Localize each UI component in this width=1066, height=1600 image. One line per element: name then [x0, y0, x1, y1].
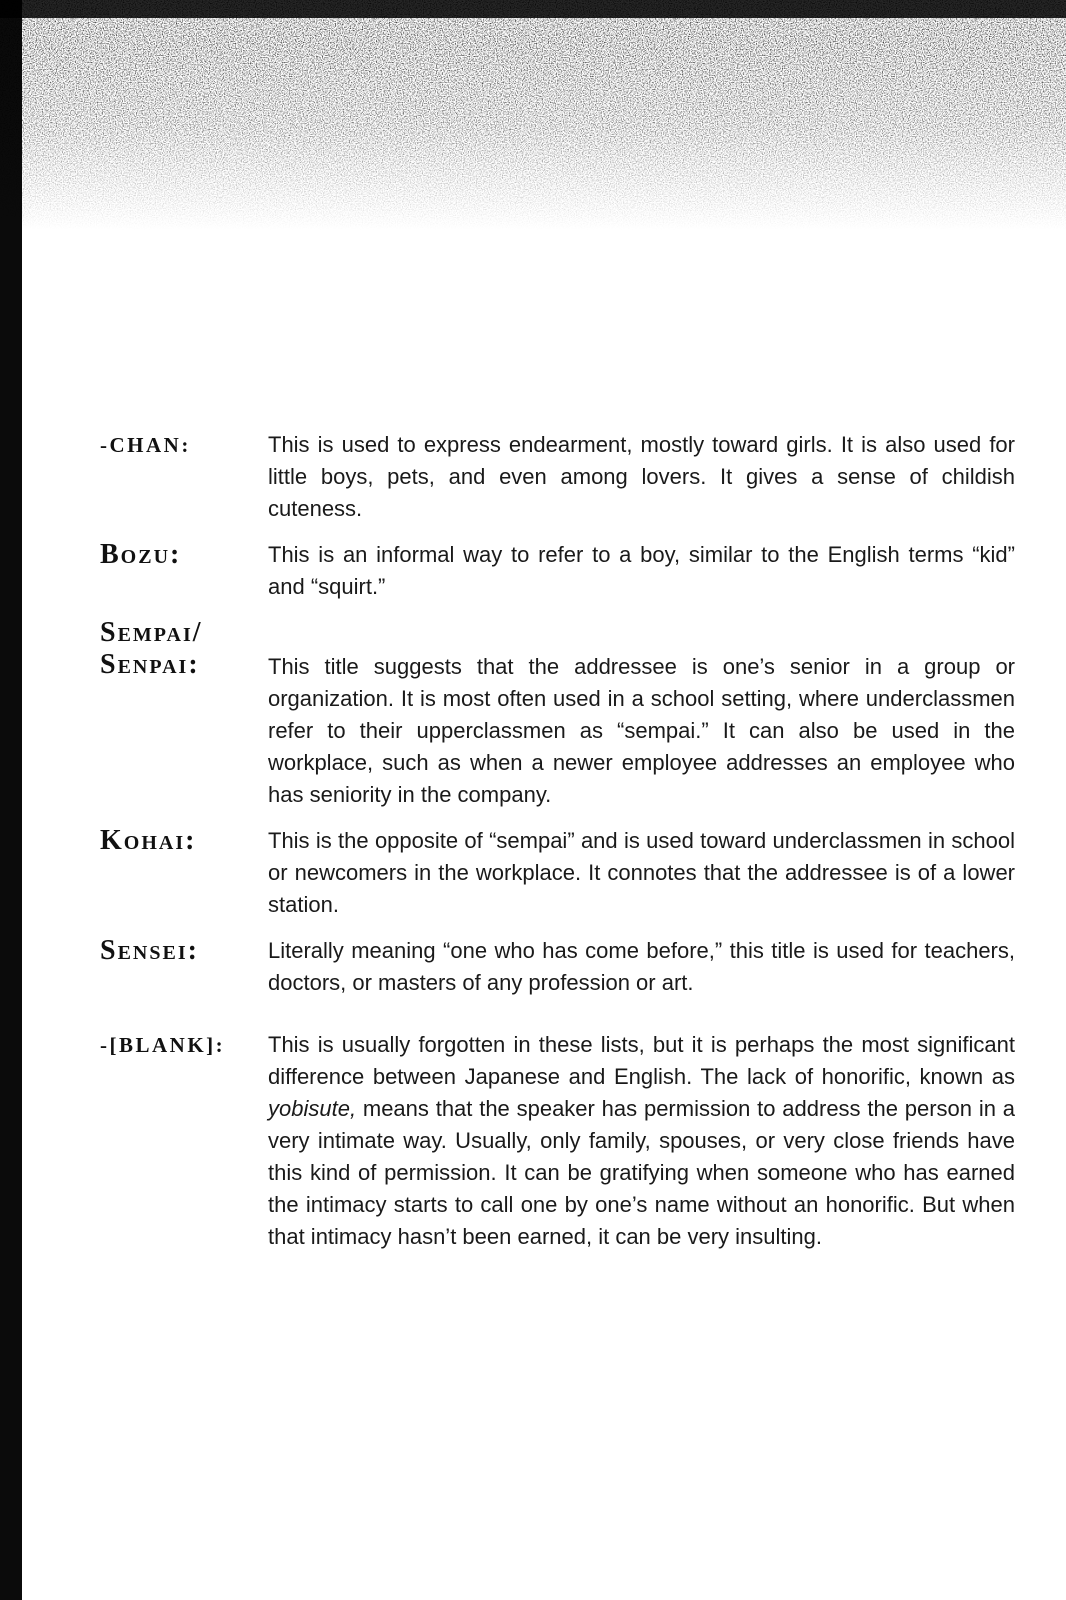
page-edge-bar — [0, 0, 22, 1600]
definition-sensei: Literally meaning “one who has come before,” this title is used for teachers, doctors, or masters of any profession or art. — [268, 938, 1015, 995]
term-bozu: Bozu: — [100, 539, 182, 570]
glossary-entry-sempai — [100, 617, 1015, 811]
term-sensei: Sensei: — [100, 935, 199, 966]
glossary-entry-kohai — [100, 825, 1015, 921]
glossary-entry-bozu — [100, 539, 1015, 603]
term-kohai: Kohai: — [100, 825, 197, 856]
glossary-entry-sensei — [100, 935, 1015, 999]
term-senpai: Senpai: — [100, 649, 200, 680]
term-chan: -CHAN: — [100, 433, 191, 457]
definition-bozu: This is an informal way to refer to a boy, similar to the English terms “kid” and “squirt.” — [268, 542, 1015, 599]
definition-blank — [268, 1029, 1015, 1253]
term-sempai-stack — [100, 617, 268, 681]
halftone-gradient-header — [0, 0, 1066, 230]
glossary-entry-chan — [100, 429, 1015, 525]
definition-blank-part1: This is usually forgotten in these lists, but it is perhaps the most significant difference between Japanese and English. The lack of honorific, known as — [268, 1032, 1015, 1089]
definition-blank-italic: yobisute, — [268, 1096, 357, 1121]
term-blank: -[BLANK]: — [100, 1033, 226, 1057]
glossary-entry-blank — [100, 1029, 1015, 1253]
term-sempai: Sempai/ — [100, 617, 203, 648]
honorifics-glossary — [100, 429, 1015, 1253]
definition-blank-part2: means that the speaker has permission to address the person in a very intimate way. Usually, only family, spouses, or very close friends have this kind of permission. It can be gratifying when someone who has earned the intimacy starts to call one by one’s name without an honorific. But when that intimacy hasn’t been earned, it can be very insulting. — [268, 1096, 1015, 1249]
definition-sempai: This title suggests that the addressee is one’s senior in a group or organization. It is most often used in a school setting, where underclassmen refer to their upperclassmen as “sempai.” It can also be used in the workplace, such as when a newer employee addresses an employee who has seniority in the company. — [268, 654, 1015, 807]
definition-chan: This is used to express endearment, mostly toward girls. It is also used for little boys, pets, and even among lovers. It gives a sense of childish cuteness. — [268, 432, 1015, 521]
definition-kohai: This is the opposite of “sempai” and is used toward underclassmen in school or newcomers in the workplace. It connotes that the addressee is of a lower station. — [268, 828, 1015, 917]
